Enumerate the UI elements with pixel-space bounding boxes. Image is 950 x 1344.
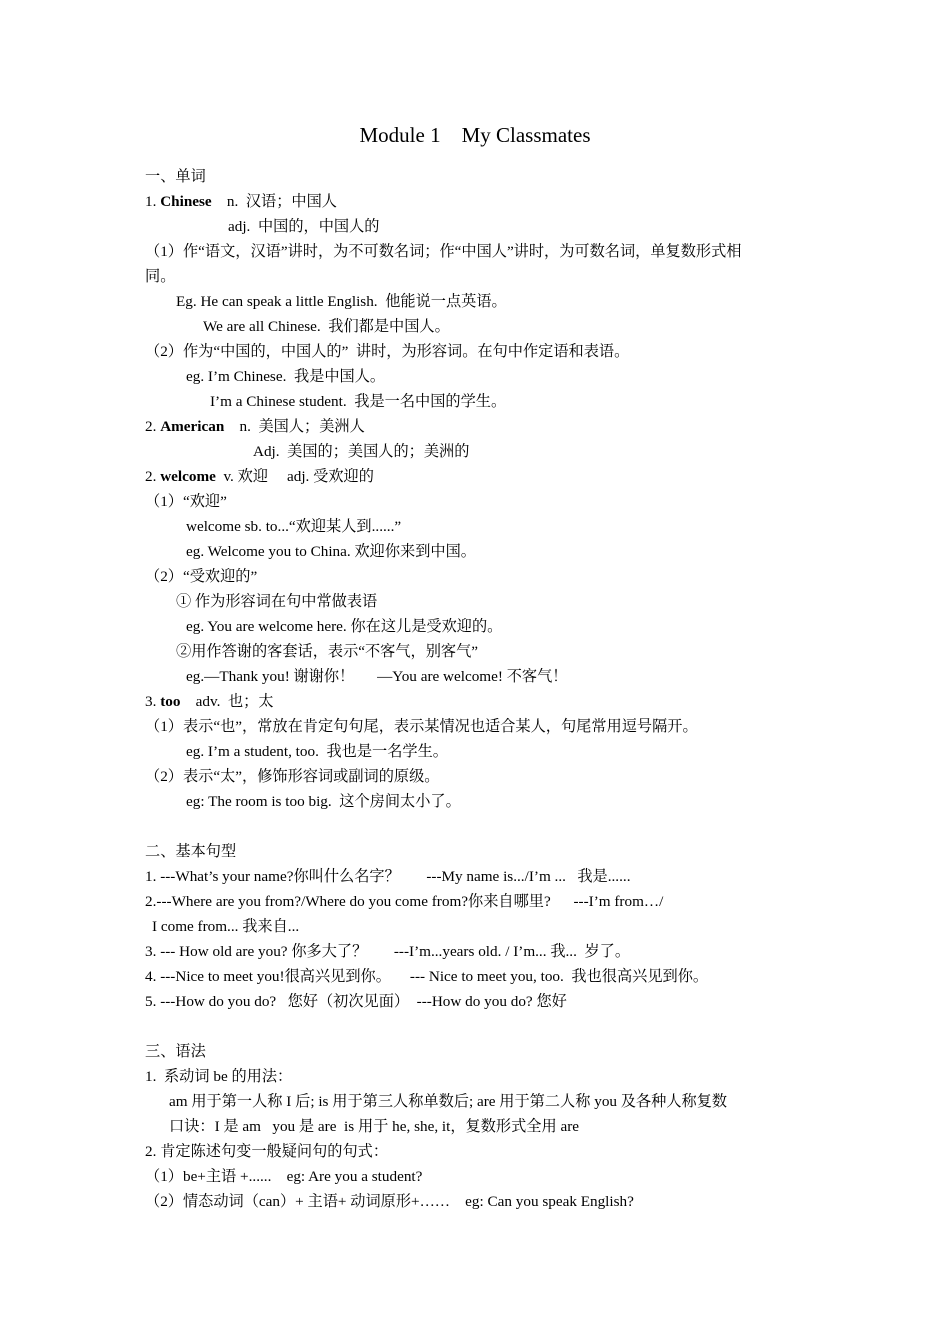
example-sentence: eg.—Thank you! 谢谢你！ —You are welcome! 不客气！	[186, 668, 568, 685]
example-sentence: eg. Welcome you to China. 欢迎你来到中国。	[186, 543, 476, 560]
text-line: （2）情态动词（can）+ 主语+ 动词原形+…… eg: Can you speak English?	[145, 1193, 634, 1210]
entry-number: 2.	[145, 418, 161, 435]
entry-number: 3.	[145, 693, 161, 710]
sentence-pattern: 4. ---Nice to meet you!很高兴见到你。 --- Nice to meet you, too. 我也很高兴见到你。	[145, 968, 709, 985]
section-heading-sentence-patterns: 二、基本句型	[145, 843, 237, 860]
sentence-pattern: 1. ---What’s your name?你叫什么名字？ ---My name is.../I’m ... 我是......	[145, 868, 631, 885]
text-line: （2）表示“太”，修饰形容词或副词的原级。	[145, 768, 440, 785]
text-line: （1）作“语文，汉语”讲时，为不可数名词；作“中国人”讲时，为可数名词，单复数形式相	[145, 243, 742, 260]
entry-definition: n. 美国人；美洲人	[224, 418, 365, 435]
text-line: 口诀：I 是 am you 是 are is 用于 he, she, it，复数形式全用 are	[169, 1118, 579, 1135]
example-sentence: We are all Chinese. 我们都是中国人。	[203, 318, 450, 335]
vocab-entry-chinese	[145, 189, 337, 214]
sentence-pattern: 5. ---How do you do? 您好（初次见面） ---How do you do? 您好	[145, 993, 567, 1010]
section-heading-grammar: 三、语法	[145, 1043, 206, 1060]
example-sentence: eg: The room is too big. 这个房间太小了。	[186, 793, 461, 810]
entry-number: 1.	[145, 193, 161, 210]
section-heading-vocabulary: 一、单词	[145, 168, 206, 185]
text-line: ① 作为形容词在句中常做表语	[176, 593, 378, 610]
text-line: welcome sb. to...“欢迎某人到......”	[186, 518, 402, 535]
text-line: （2）“受欢迎的”	[145, 568, 258, 585]
vocab-entry-welcome	[145, 464, 374, 489]
text-line: Adj. 美国的；美国人的；美洲的	[253, 443, 470, 460]
headword: American	[160, 418, 225, 435]
vocab-entry-american	[145, 414, 365, 439]
vocab-entry-too	[145, 689, 274, 714]
sentence-pattern: 3. --- How old are you? 你多大了？ ---I’m...years old. / I’m... 我... 岁了。	[145, 943, 631, 960]
entry-definition: adv. 也；太	[180, 693, 274, 710]
headword: welcome	[160, 468, 216, 485]
headword: Chinese	[160, 193, 212, 210]
text-line: （1）“欢迎”	[145, 493, 227, 510]
text-line: ②用作答谢的客套话，表示“不客气，别客气”	[176, 643, 479, 660]
example-sentence: eg. I’m a student, too. 我也是一名学生。	[186, 743, 448, 760]
entry-definition: v. 欢迎 adj. 受欢迎的	[215, 468, 374, 485]
example-sentence: eg. I’m Chinese. 我是中国人。	[186, 368, 386, 385]
grammar-point: 2. 肯定陈述句变一般疑问句的句式：	[145, 1143, 388, 1160]
text-line: am 用于第一人称 I 后; is 用于第三人称单数后; are 用于第二人称 you 及各种人称复数	[169, 1093, 728, 1110]
text-line: 同。	[145, 268, 176, 285]
example-sentence: eg. You are welcome here. 你在这儿是受欢迎的。	[186, 618, 503, 635]
entry-definition: n. 汉语；中国人	[211, 193, 337, 210]
page-title: Module 1 My Classmates	[359, 123, 591, 147]
text-line: （2）作为“中国的，中国人的” 讲时，为形容词。在句中作定语和表语。	[145, 343, 630, 360]
text-line: （1）表示“也”，常放在肯定句句尾，表示某情况也适合某人，句尾常用逗号隔开。	[145, 718, 698, 735]
text-line: （1）be+主语 +...... eg: Are you a student?	[145, 1168, 423, 1185]
example-sentence: I’m a Chinese student. 我是一名中国的学生。	[210, 393, 507, 410]
example-sentence: Eg. He can speak a little English. 他能说一点英语。	[176, 293, 507, 310]
grammar-point: 1. 系动词 be 的用法：	[145, 1068, 293, 1085]
entry-number: 2.	[145, 468, 161, 485]
headword: too	[160, 693, 181, 710]
text-line: adj. 中国的，中国人的	[228, 218, 380, 235]
sentence-pattern: 2.---Where are you from?/Where do you come from?你来自哪里? ---I’m from…/	[145, 893, 664, 910]
sentence-pattern: I come from... 我来自...	[152, 918, 300, 935]
